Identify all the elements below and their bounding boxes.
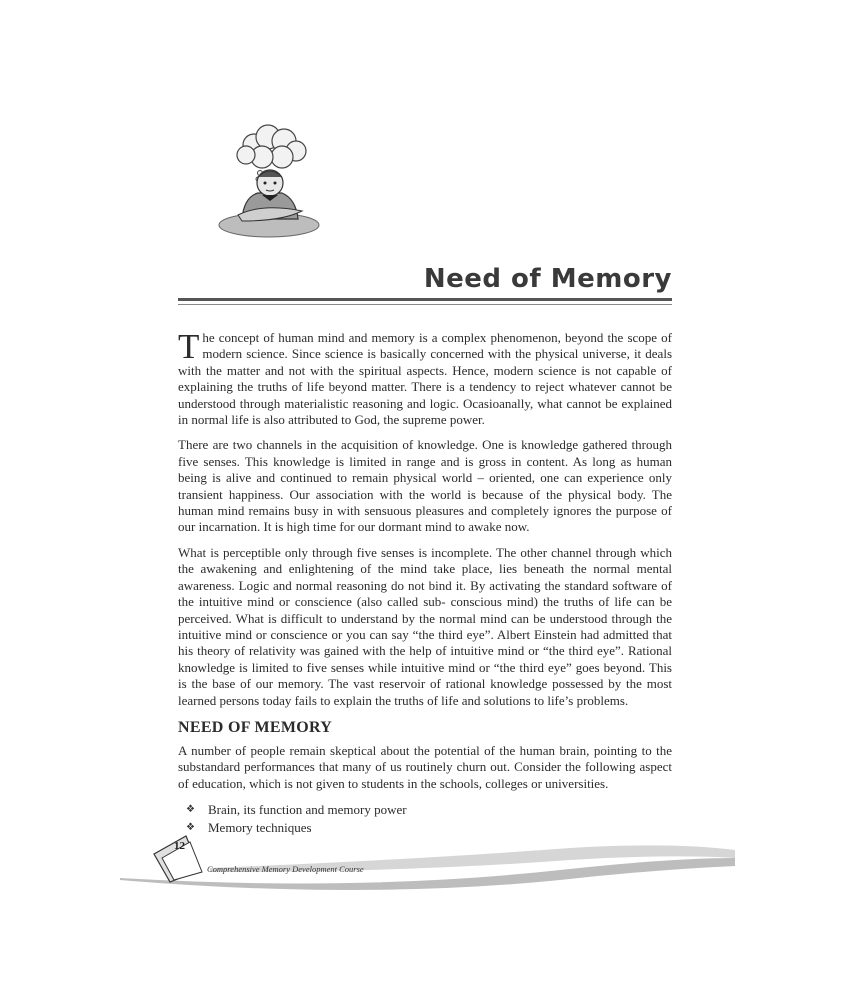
diamond-bullet-icon: ❖ (186, 804, 195, 816)
title-rule-thin (178, 304, 672, 305)
section-heading: NEED OF MEMORY (178, 718, 333, 736)
drop-cap: T (178, 327, 200, 366)
paragraph-2: There are two channels in the acquisition of knowledge. One is knowledge gathered through five senses. This knowledge is limited in range and is gross in content. As long as human being is alive and continued to remain physical world – oriented, one can experience only transient happiness. Our association with the world is because of the physical body. The human mind remains busy in with sensuous pleasures and completely ignores the purpose of our incarnation. It is high time for our dormant mind to awake now. (178, 437, 672, 535)
page-title: Need of Memory (423, 264, 672, 294)
list-item-text: Brain, its function and memory power (208, 802, 407, 818)
list-item-text: Memory techniques (208, 820, 312, 836)
list-item (186, 801, 672, 819)
title-rule (178, 298, 672, 301)
footer-swoosh (110, 830, 740, 890)
thinking-man-illustration (212, 115, 327, 245)
section-paragraph: A number of people remain skeptical about the potential of the human brain, pointing to the substandard performances that many of us routinely churn out. Consider the following aspect of education, which is not given to students in the schools, colleges or universities. (178, 742, 672, 791)
running-footer: Comprehensive Memory Development Course (207, 864, 364, 874)
heading-block (178, 262, 672, 305)
paragraph-1 (178, 327, 672, 428)
diamond-bullet-icon: ❖ (186, 822, 195, 834)
page-number: 12 (174, 840, 185, 852)
body-text (178, 327, 672, 837)
paragraph-3: What is perceptible only through five senses is incomplete. The other channel through which the awakening and enlightening of the mind take place, lies beneath the normal mental awareness. Logic and normal reasoning do not bind it. By activating the standard software of the intuitive mind or conscience (also called sub- conscious mind) the truths of life can be perceived. What is difficult to understand by the normal mind can be understood through the intuitive mind or conscience or you can say “the third eye”. Albert Einstein had admitted that his theory of relativity was gained with the help of intuitive mind or “the third eye”. Rational knowledge is limited to five senses while intuitive mind or “the third eye” goes beyond. This is the base of our memory. The vast reservoir of rational knowledge possessed by the most learned persons today fails to explain the truths of life and solutions to life’s problems. (178, 544, 672, 708)
paragraph-1-text: he concept of human mind and memory is a complex phenomenon, beyond the scope of modern science. Since science is basically concerned with the physical universe, it deals with the matter and not with the spiritual aspects. Hence, modern science is not capable of explaining the truths of life beyond matter. There is a tendency to reject whatever cannot be understood through materialistic reasoning and logic. Ocasioanally, what cannot be explained in normal life is also attributed to God, the supreme power. (178, 330, 672, 428)
